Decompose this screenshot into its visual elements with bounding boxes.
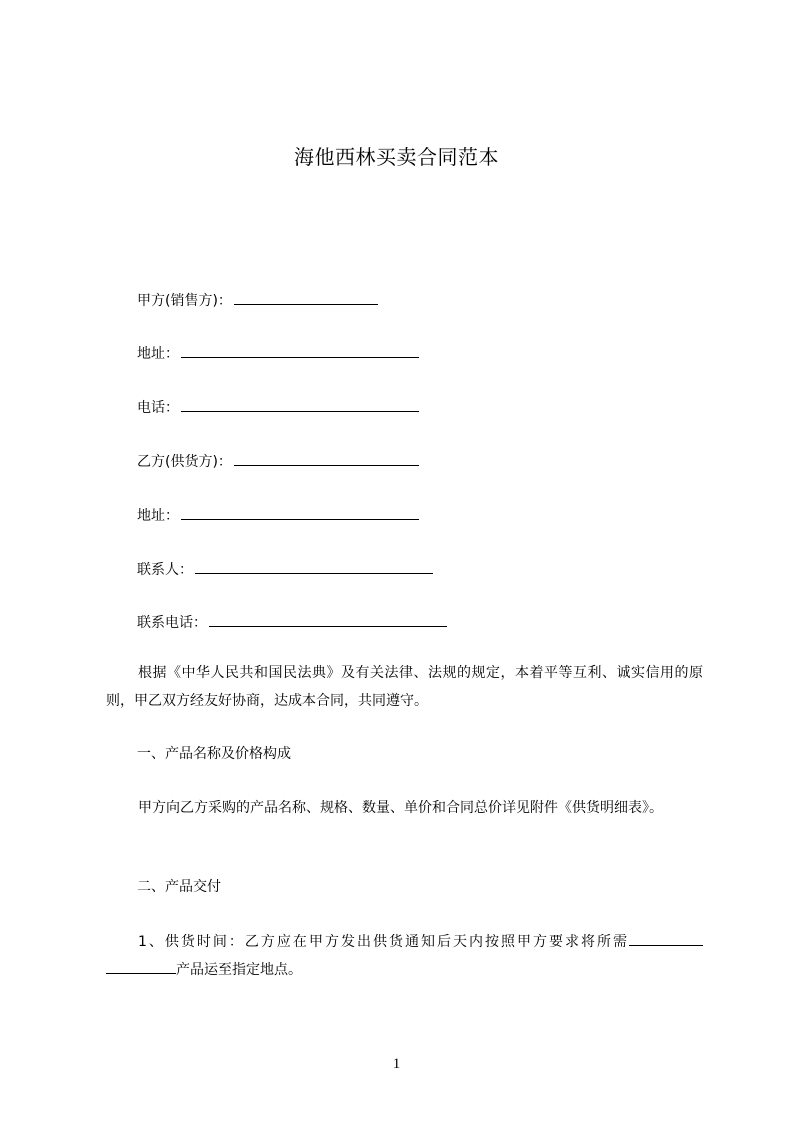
- delivery-time-tail: 产品运至指定地点。: [176, 962, 302, 978]
- party-a-blank[interactable]: [234, 290, 378, 305]
- contact-phone-label: 联系电话：: [137, 615, 207, 631]
- party-b-address-field: [137, 505, 419, 526]
- party-a-field: [137, 290, 378, 311]
- party-a-address-blank[interactable]: [181, 343, 419, 358]
- contact-phone-blank[interactable]: [209, 612, 447, 627]
- delivery-time-text: 1、供货时间：乙方应在甲方发出供货通知后天内按照甲方要求将所需: [138, 934, 629, 950]
- party-a-address-field: [137, 343, 419, 364]
- party-b-blank[interactable]: [234, 451, 419, 466]
- section-1-heading: 一、产品名称及价格构成: [137, 746, 291, 762]
- product-blank-a[interactable]: [629, 931, 703, 946]
- contact-phone-field: [137, 612, 447, 633]
- party-a-phone-label: 电话：: [137, 400, 179, 416]
- intro-paragraph: 根据《中华人民共和国民法典》及有关法律、法规的规定，本着平等互利、诚实信用的原则，甲乙双方经友好协商，达成本合同，共同遵守。: [106, 665, 703, 709]
- section-2-heading: 二、产品交付: [137, 879, 221, 895]
- document-title: 海他西林买卖合同范本: [294, 145, 499, 169]
- contact-person-field: [137, 559, 433, 580]
- contact-person-blank[interactable]: [195, 559, 433, 574]
- party-b-label: 乙方(供货方)：: [137, 454, 232, 470]
- party-b-address-label: 地址：: [137, 508, 179, 524]
- party-b-field: [137, 451, 419, 472]
- page-number: 1: [392, 1056, 401, 1072]
- party-a-phone-field: [137, 397, 419, 418]
- product-blank-b[interactable]: [106, 959, 176, 974]
- party-a-label: 甲方(销售方)：: [137, 293, 232, 309]
- contact-person-label: 联系人：: [137, 562, 193, 578]
- party-a-address-label: 地址：: [137, 346, 179, 362]
- section-1-body: 甲方向乙方采购的产品名称、规格、数量、单价和合同总价详见附件《供货明细表》。: [138, 800, 663, 816]
- party-b-address-blank[interactable]: [181, 505, 419, 520]
- section-2-item-1: [106, 928, 703, 984]
- party-a-phone-blank[interactable]: [181, 397, 419, 412]
